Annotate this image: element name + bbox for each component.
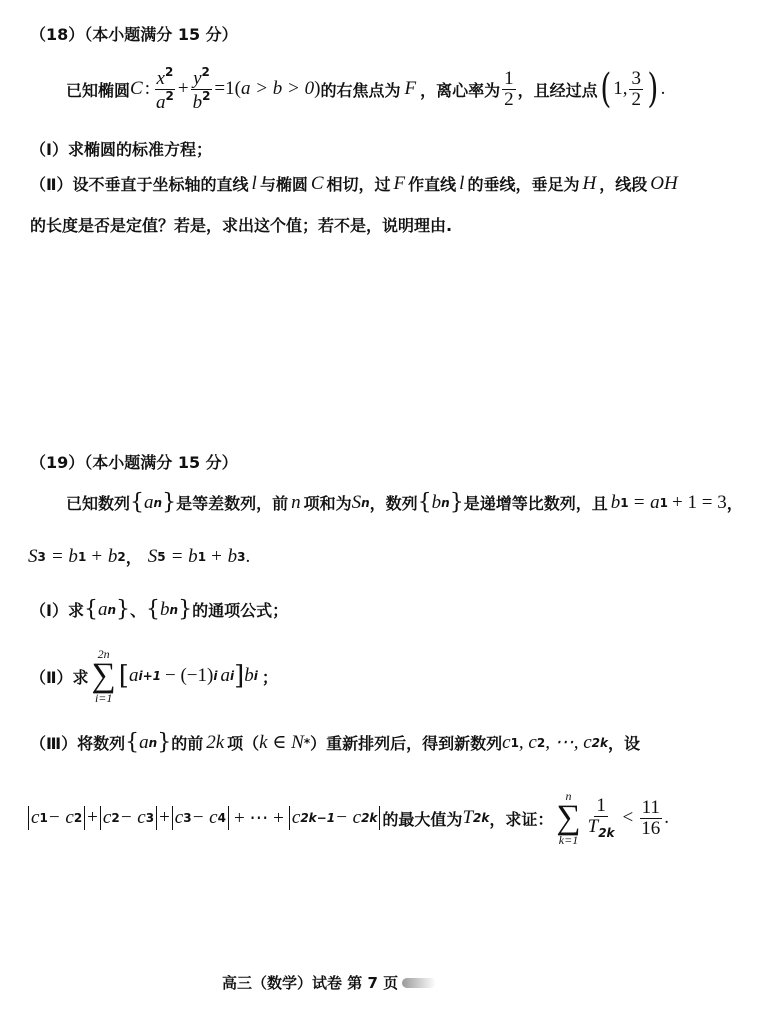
q19-part2: （Ⅱ）求 2n ∑ i=1 [ a i+1 − (−1) i a i ] b i ； [30, 647, 278, 706]
q18-part2-line2: 的长度是否是定值？若是，求出这个值；若不是，说明理由. [30, 216, 453, 235]
ellipse-C: C [130, 78, 143, 100]
frac-11-16: $\frac{11}{16}$ [641, 796, 661, 839]
q18-header: （18）（本小题满分 15 分） [30, 25, 238, 44]
eccentricity-frac: $\frac{1}{2}$ [504, 68, 514, 110]
point-frac: $\frac{3}{2}$ [631, 68, 641, 110]
q18-part2-line1: （Ⅱ）设不垂直于坐标轴的直线 l 与椭圆 C 相切，过 F 作直线 l 的垂线，垂足为 H ，线段 OH [30, 172, 678, 194]
page-footer [222, 972, 436, 993]
frac-y2-b2: $\frac{y^2}{b^2}$ [192, 65, 211, 113]
footer-text: 高三（数学）试卷 第 7 页 [222, 974, 399, 992]
q19-given-line2: S 3 = b 1 + b 2 ， S 5 = b 1 + b 3 . [28, 545, 251, 567]
q18-given-line: 已知椭圆 C : $\frac{x^2}{a^2}$ + $\frac{y^2}{b^2}$ =1 ( a > b > 0 ) 的右焦点为 F ，离心率为 $\frac{1}{2}$ ，且经过点 ( 1, $\frac{3}{2}$ ) . [66, 65, 666, 113]
scan-smudge [402, 978, 436, 988]
q18-part1: （Ⅰ）求椭圆的标准方程； [30, 140, 212, 159]
summation-symbol-2: n ∑ k=1 [556, 789, 581, 848]
q19-given-line1: 已知数列 { a n } 是等差数列，前 n 项和为 S n ，数列 { b n } 是递增等比数列，且 b 1 = a 1 + 1 = 3 ， [66, 490, 743, 515]
q19-part3-line1: （Ⅲ）将数列 { a n } 的前 2k 项（ k ∈ N * ）重新排列后，得到新数列 c 1 , c 2 , ⋯, c 2k ，设 [30, 730, 641, 755]
summation-symbol: 2n ∑ i=1 [91, 647, 116, 706]
ellipse-condition: a > b > 0 [240, 78, 315, 100]
q19-header: （19）（本小题满分 15 分） [30, 453, 238, 472]
q19-part1: （Ⅰ）求 { a n } 、 { b n } 的通项公式； [30, 597, 289, 622]
q19-part3-line2: c 1 − c 2 + c 2 − c 3 + c 3 − c 4 + ⋯ + c 2k−1 − c 2k 的最大值为 T 2k ，求证： n ∑ k=1 $\frac{1}{T_{2k}}$ < $\frac{11}{16}$ . [26, 790, 669, 846]
frac-1-over-T2k: $\frac{1}{T_{2k}}$ [587, 795, 615, 841]
frac-x2-a2: $\frac{x^2}{a^2}$ [155, 65, 174, 113]
q18-given-lead: 已知椭圆 [66, 80, 131, 100]
